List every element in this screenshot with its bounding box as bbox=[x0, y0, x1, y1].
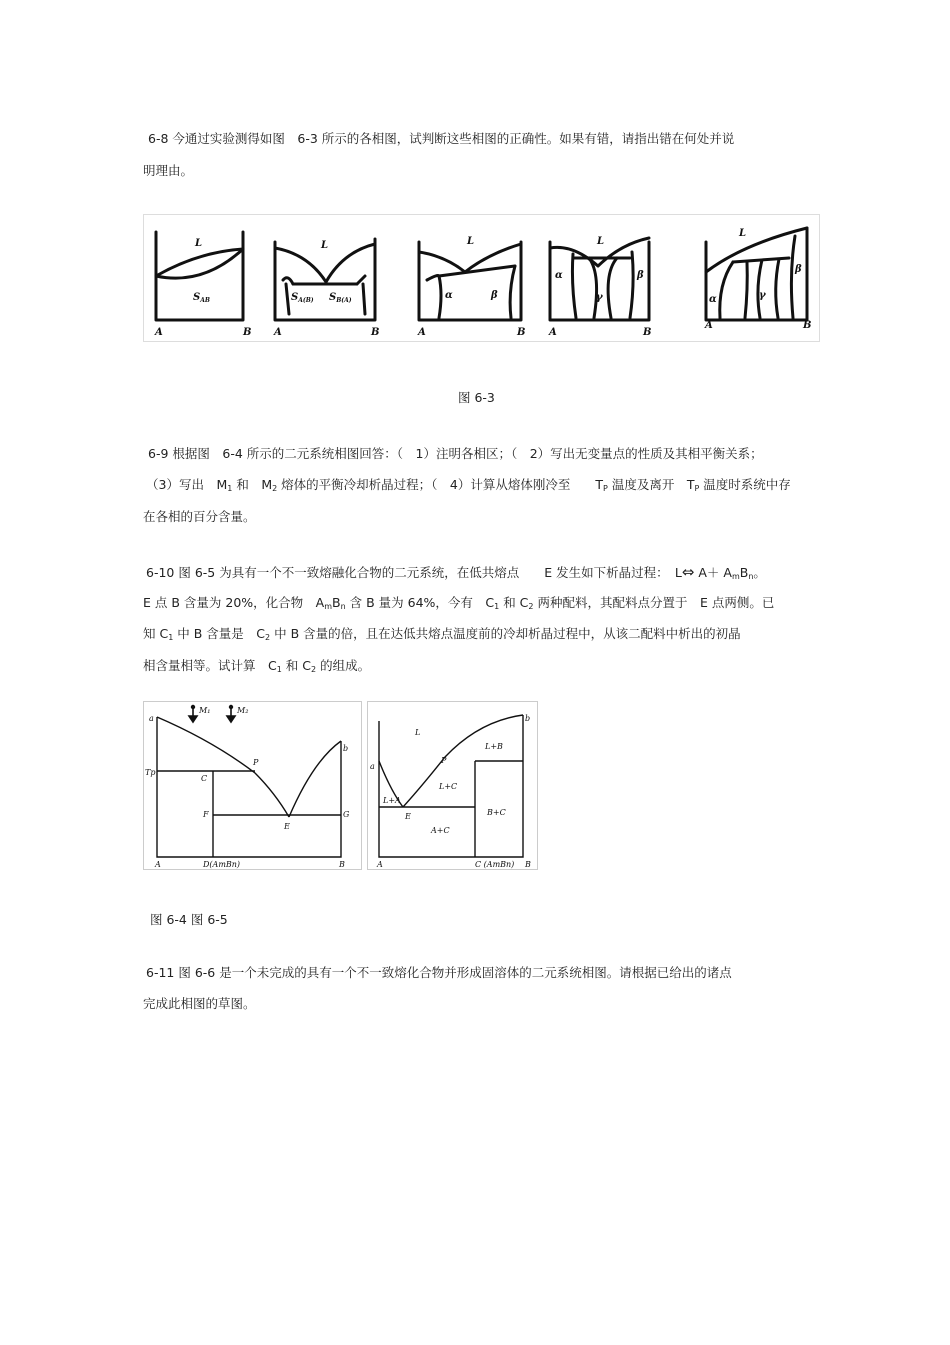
d1-label-A: A bbox=[155, 327, 163, 338]
d5-label-A: A bbox=[705, 320, 713, 331]
phase-diagram-4 bbox=[550, 238, 649, 320]
double-arrow-icon: ⇔ bbox=[681, 563, 695, 581]
d4-label-gamma: γ bbox=[596, 292, 603, 303]
figure-6-5 bbox=[367, 701, 539, 871]
d4-label-beta: β bbox=[637, 270, 644, 281]
fig65-label-LC: L+C bbox=[439, 782, 458, 791]
d4-label-B: B bbox=[643, 327, 652, 338]
d2-label-B: B bbox=[371, 327, 380, 338]
figure-6-3 bbox=[143, 214, 820, 342]
d4-label-alpha: α bbox=[555, 270, 563, 281]
fig65-label-L: L bbox=[415, 728, 421, 737]
fig64-label-B: B bbox=[339, 860, 345, 869]
fig64-label-P: P bbox=[253, 758, 259, 767]
phase-diagram-5 bbox=[706, 228, 807, 320]
figure-6-3-caption: 图 6-3 bbox=[458, 390, 495, 405]
problem-6-8-line1: 6-8 今通过实验测得如图 6-3 所示的各相图，试判断这些相图的正确性。如果有错，请指出错在何处并说 bbox=[148, 131, 735, 146]
fig65-label-a: a bbox=[370, 762, 375, 771]
d3-label-B: B bbox=[517, 327, 526, 338]
d4-label-A: A bbox=[549, 327, 557, 338]
fig64-label-A: A bbox=[155, 860, 161, 869]
d5-label-beta: β bbox=[795, 264, 802, 275]
problem-6-10-line3: 知 $C_1$ 中 B 含量是 $C_2$ 中 B 含量的倍，且在达低共熔点温度前的冷却析晶过程中，从该二配料中析出的初晶 bbox=[143, 626, 741, 642]
d2-label-S2: $S_{B(A)}$ bbox=[329, 292, 352, 304]
fig65-label-LA: L+A bbox=[383, 796, 401, 805]
fig64-label-M1: M₁ bbox=[199, 706, 211, 715]
d5-label-L: L bbox=[739, 228, 747, 239]
fig64-label-D: D(AmBn) bbox=[203, 860, 241, 869]
figure-6-4 bbox=[143, 701, 363, 871]
fig64-label-F: F bbox=[203, 810, 209, 819]
phase-diagram-3 bbox=[419, 242, 521, 320]
fig65-label-AC: A+C bbox=[431, 826, 450, 835]
fig65-label-b: b bbox=[525, 714, 531, 723]
d5-label-B: B bbox=[803, 320, 812, 331]
d3-label-L: L bbox=[467, 236, 475, 247]
problem-6-9-line1: 6-9 根据图 6-4 所示的二元系统相图回答：（ 1）注明各相区；（ 2）写出无变量点的性质及其相平衡关系； bbox=[148, 446, 763, 461]
d2-label-S1: $S_{A(B)}$ bbox=[291, 292, 314, 304]
fig64-label-Tp: Tp bbox=[145, 768, 156, 777]
fig65-label-LB: L+B bbox=[485, 742, 503, 751]
figure-6-4-6-5-caption: 图 6-4 图 6-5 bbox=[150, 912, 228, 927]
fig65-label-B: B bbox=[525, 860, 531, 869]
fig65-label-A: A bbox=[377, 860, 383, 869]
fig65-label-C: C (AmBn) bbox=[475, 860, 515, 869]
d3-label-alpha: α bbox=[445, 290, 453, 301]
d1-label-S: $S_{AB}$ bbox=[193, 292, 210, 304]
d3-label-beta: β bbox=[491, 290, 498, 301]
fig65-label-BC: B+C bbox=[487, 808, 506, 817]
problem-6-11-line2: 完成此相图的草图。 bbox=[143, 996, 256, 1011]
problem-6-10-line2: E 点 B 含量为 20%，化合物 $A_mB_n$ 含 B 量为 64%，今有 $C_1$ 和 $C_2$ 两种配料，其配料点分置于 E 点两侧。已 bbox=[143, 595, 775, 611]
d3-label-A: A bbox=[418, 327, 426, 338]
d1-label-L: L bbox=[195, 238, 203, 249]
fig65-label-P: P bbox=[441, 756, 447, 765]
problem-6-8-line2: 明理由。 bbox=[143, 163, 194, 178]
d4-label-L: L bbox=[597, 236, 605, 247]
problem-6-9-line3: 在各相的百分含量。 bbox=[143, 509, 256, 524]
problem-6-10-line4: 相含量相等。试计算 $C_1$ 和 $C_2$ 的组成。 bbox=[143, 658, 371, 674]
fig64-label-G: G bbox=[343, 810, 350, 819]
fig64-label-M2: M₂ bbox=[237, 706, 249, 715]
d2-label-L: L bbox=[321, 240, 329, 251]
fig64-label-a: a bbox=[149, 714, 154, 723]
d2-label-A: A bbox=[274, 327, 282, 338]
d1-label-B: B bbox=[243, 327, 252, 338]
problem-6-10-line1: 6-10 图 6-5 为具有一个不一致熔融化合物的二元系统，在低共熔点 E 发生如下析晶过程： L⇔ $A+ A_mB_n$。 bbox=[146, 563, 766, 581]
fig64-label-E: E bbox=[284, 822, 290, 831]
phase-diagram-2 bbox=[275, 239, 375, 320]
fig65-label-E: E bbox=[405, 812, 411, 821]
fig64-label-b: b bbox=[343, 744, 349, 753]
d5-label-alpha: α bbox=[709, 294, 717, 305]
problem-6-9-line2: （3）写出 $M_1$ 和 $M_2$ 熔体的平衡冷却析晶过程；（ 4）计算从熔体刚冷至 $T_P$ 温度及离开 $T_P$ 温度时系统中存 bbox=[146, 477, 791, 493]
d5-label-gamma: γ bbox=[759, 290, 766, 301]
problem-6-11-line1: 6-11 图 6-6 是一个未完成的具有一个不一致熔化合物并形成固溶体的二元系统相图。请根据已给出的诸点 bbox=[146, 965, 732, 980]
fig64-label-C: C bbox=[201, 774, 208, 783]
